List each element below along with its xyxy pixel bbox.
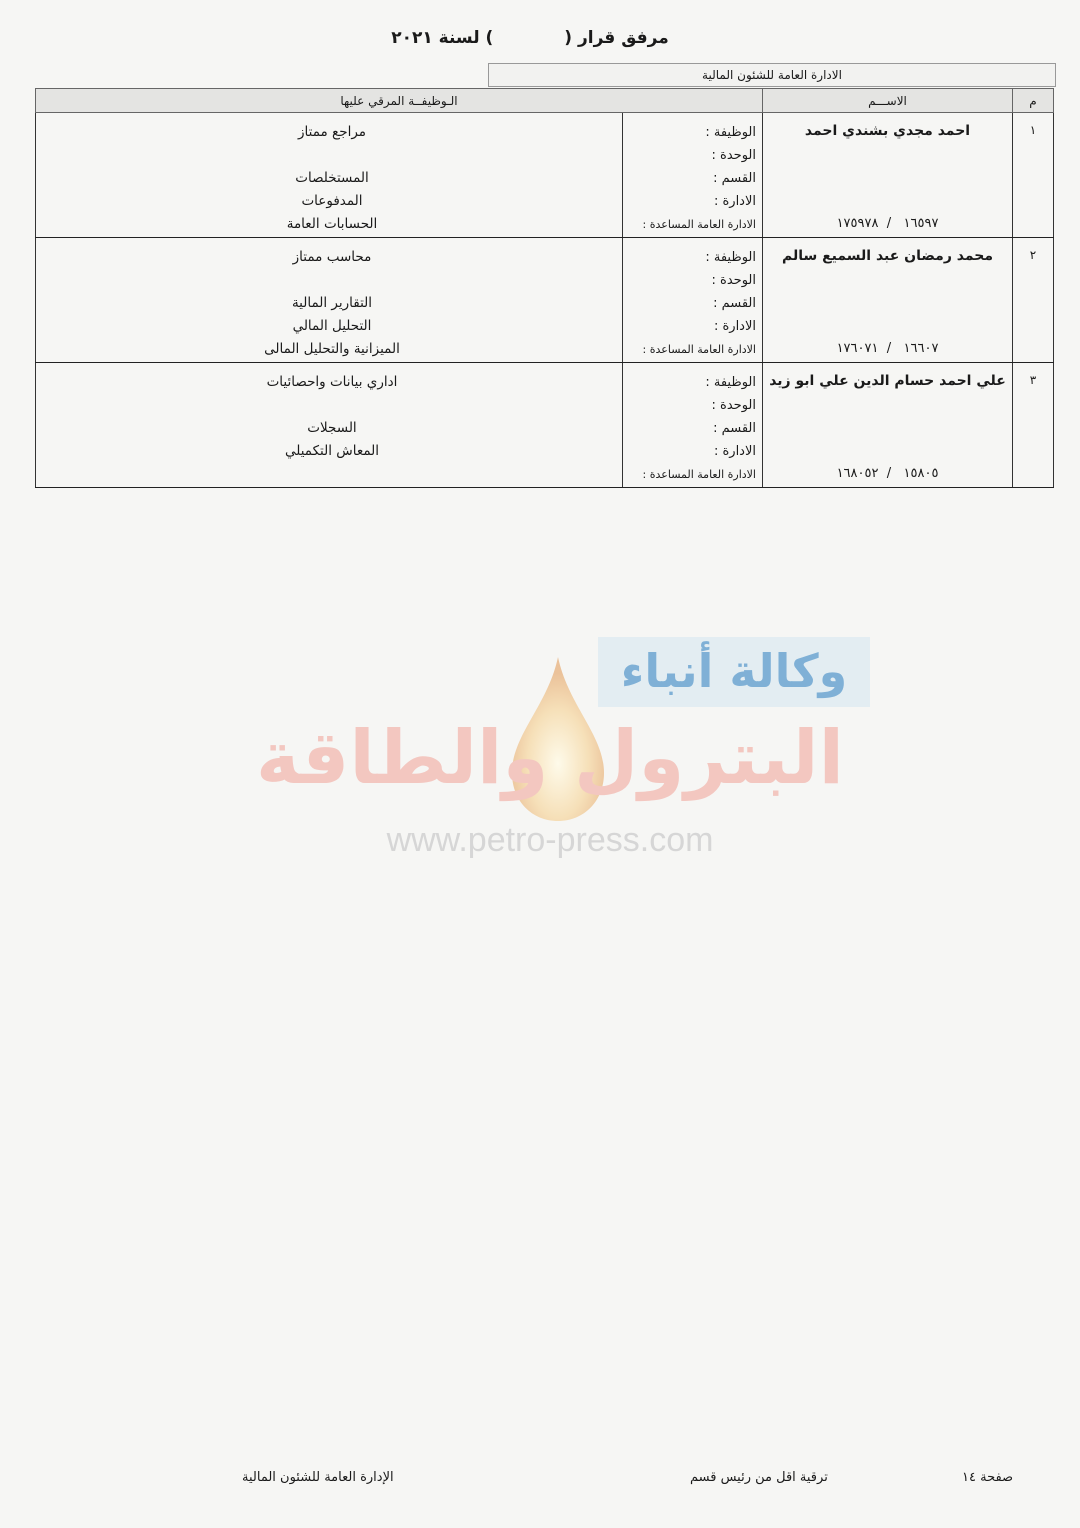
watermark-agency: وكالة أنباء [598,637,870,707]
department-header: الادارة العامة للشئون المالية [488,63,1056,87]
target-position [36,113,622,236]
field-label-general-admin: الادارة العامة المساعدة : [642,218,756,231]
field-label-job: الوظيفة : [705,125,756,140]
target-section: المستخلصات [295,170,369,186]
target-job: اداري بيانات واحصائيات [266,374,398,390]
target-administration: المدفوعات [301,193,363,209]
field-label-section: القسم : [713,421,756,436]
table-row [36,113,1054,238]
row-index: ٢ [1029,248,1037,262]
field-label-administration: الادارة : [713,194,756,209]
column-header-target: الـوظيفــة المرقي عليها [36,89,763,113]
field-label-administration: الادارة : [713,444,756,459]
employee-name: محمد رمضان عبد السميع سالم [781,248,994,264]
target-general-admin: الحسابات العامة [286,216,378,232]
target-job: محاسب ممتاز [292,249,372,265]
field-label-administration: الادارة : [713,319,756,334]
table-header-row [36,89,1054,113]
target-administration: المعاش التكميلي [284,443,380,459]
field-label-general-admin: الادارة العامة المساعدة : [642,343,756,356]
target-section: السجلات [307,420,357,436]
column-header-index: م [1013,89,1054,113]
column-header-name: الاســـم [763,89,1013,113]
watermark [230,635,890,875]
footer-page-number: صفحة ١٤ [962,1470,1014,1485]
field-labels [623,113,762,236]
field-label-section: القسم : [713,296,756,311]
employee-codes: ١٦٦٠٧ / ١٧٦٠٧١ [836,341,939,356]
field-label-section: القسم : [713,171,756,186]
employee-codes: ١٥٨٠٥ / ١٦٨٠٥٢ [836,466,939,481]
row-index: ١ [1029,123,1037,137]
field-labels [623,238,762,361]
footer-department: الإدارة العامة للشئون المالية [242,1470,394,1485]
field-label-general-admin: الادارة العامة المساعدة : [642,468,756,481]
target-job: مراجع ممتاز [298,124,366,140]
target-position [36,238,622,361]
employee-name: احمد مجدي بشندي احمد [804,123,971,139]
target-general-admin: الميزانية والتحليل المالى [264,341,400,357]
field-label-unit: الوحدة : [711,148,756,163]
promotion-table [35,88,1054,488]
target-position [36,363,622,486]
target-administration: التحليل المالي [292,318,372,334]
field-label-unit: الوحدة : [711,273,756,288]
target-unit [42,269,622,292]
target-section: التقارير المالية [291,295,373,311]
field-label-job: الوظيفة : [705,250,756,265]
target-general-admin [42,463,622,486]
watermark-title: البترول والطاقة [256,715,844,801]
document-title: مرفق قرار ( ) لسنة ٢٠٢١ [391,28,669,48]
table-row [36,363,1054,488]
employee-codes: ١٦٥٩٧ / ١٧٥٩٧٨ [836,216,939,231]
row-index: ٣ [1029,373,1037,387]
footer-category: ترقية اقل من رئيس قسم [690,1470,828,1485]
target-unit [42,394,622,417]
employee-name: علي احمد حسام الدين علي ابو زيد [769,373,1006,389]
field-label-job: الوظيفة : [705,375,756,390]
watermark-url: www.petro-press.com [386,821,714,859]
field-labels [623,363,762,486]
field-label-unit: الوحدة : [711,398,756,413]
table-row [36,238,1054,363]
target-unit [42,144,622,167]
